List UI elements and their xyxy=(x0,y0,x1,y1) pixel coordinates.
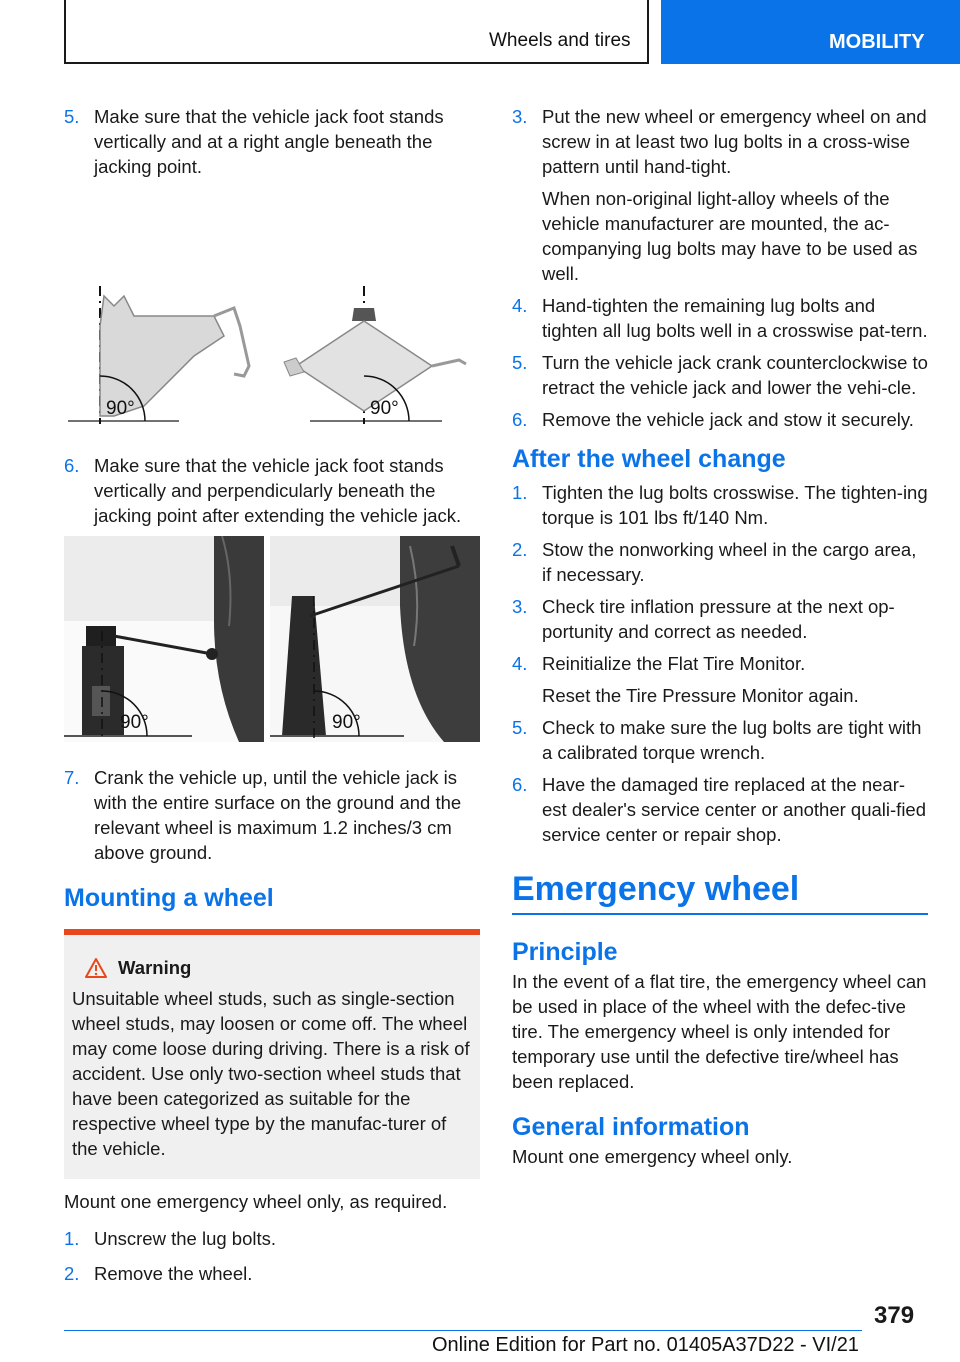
step-text: Check to make sure the lug bolts are tight with a calibrated torque wrench. xyxy=(542,717,922,763)
step-number: 6. xyxy=(512,774,528,795)
step-number: 2. xyxy=(64,1263,80,1284)
warning-box xyxy=(64,929,480,1179)
step-number: 3. xyxy=(512,596,528,617)
step-text: Turn the vehicle jack crank counterclockwise to retract the vehicle jack and lower the vehi-cle. xyxy=(542,352,928,398)
jack-photo-svg xyxy=(64,536,480,742)
step-number: 1. xyxy=(512,482,528,503)
after-step-5 xyxy=(512,715,928,765)
step-text: Unscrew the lug bolts. xyxy=(94,1228,277,1249)
step-text: Make sure that the vehicle jack foot stands vertically and perpendicularly beneath the jacking point after extending the vehicle jack. xyxy=(94,455,462,526)
right-step-6 xyxy=(512,407,928,432)
general-info-heading: General information xyxy=(512,1113,750,1141)
jack-angle-illustration xyxy=(64,286,480,431)
emergency-heading-block xyxy=(512,869,928,915)
step-6 xyxy=(64,453,480,528)
after-step-6 xyxy=(512,772,928,847)
mount-step-1 xyxy=(64,1226,480,1251)
step-number: 6. xyxy=(512,409,528,430)
page-number: 379 xyxy=(874,1302,915,1329)
step-number: 5. xyxy=(64,106,80,127)
warning-text: Unsuitable wheel studs, such as single-section wheel studs, may loosen or come off. The wheel may come loose during driving. There is a risk of accident. Use only two-section wheel studs that have been categorized as suitable for the respective wheel type by the manufac-turer of the vehicle. xyxy=(72,988,470,1159)
jack-diagram-svg xyxy=(64,286,480,431)
step-number: 1. xyxy=(64,1228,80,1249)
section-title: Wheels and tires xyxy=(489,30,631,51)
after-step-1 xyxy=(512,480,928,530)
step-text: Crank the vehicle up, until the vehicle jack is with the entire surface on the ground and the relevant wheel is maximum 1.2 inches/3 cm above ground. xyxy=(94,767,462,863)
after-change-heading: After the wheel change xyxy=(512,445,786,473)
warning-icon xyxy=(84,957,108,979)
chapter-tab-label: MOBILITY xyxy=(829,31,925,53)
step-text: Remove the wheel. xyxy=(94,1263,253,1284)
right-step-3 xyxy=(512,104,928,286)
principle-heading: Principle xyxy=(512,938,618,966)
after-step-4 xyxy=(512,651,928,708)
principle-text: In the event of a flat tire, the emergency wheel can be used in place of the wheel with the defec-tive tire. The emergency wheel is only intended for temporary use until the defective tire/wheel has been replaced. xyxy=(512,971,927,1092)
step-text: Reinitialize the Flat Tire Monitor. xyxy=(542,653,806,674)
step-note: Reset the Tire Pressure Monitor again. xyxy=(542,685,859,706)
step-text: Remove the vehicle jack and stow it securely. xyxy=(542,409,914,430)
step-text: Hand-tighten the remaining lug bolts and tighten all lug bolts well in a crosswise pat-tern. xyxy=(542,295,928,341)
step-text: Put the new wheel or emergency wheel on and screw in at least two lug bolts in a cross-wise pattern until hand-tight. xyxy=(542,106,927,177)
right-column xyxy=(512,104,928,1169)
step-number: 6. xyxy=(64,455,80,476)
angle-label: 90° xyxy=(120,712,149,733)
right-step-5 xyxy=(512,350,928,400)
step-text: Check tire inflation pressure at the next op-portunity and correct as needed. xyxy=(542,596,895,642)
step-text: Stow the nonworking wheel in the cargo area, if necessary. xyxy=(542,539,917,585)
step-7 xyxy=(64,765,480,865)
mount-note: Mount one emergency wheel only, as required. xyxy=(64,1191,448,1212)
step-5 xyxy=(64,104,480,179)
edition-text: Online Edition for Part no. 01405A37D22 - VI/21 xyxy=(432,1334,859,1356)
jack-photo-illustration xyxy=(64,536,480,742)
angle-label: 90° xyxy=(332,712,361,733)
chapter-tab[interactable] xyxy=(661,0,960,64)
step-number: 3. xyxy=(512,106,528,127)
after-step-3 xyxy=(512,594,928,644)
step-number: 7. xyxy=(64,767,80,788)
step-note: When non-original light-alloy wheels of the vehicle manufacturer are mounted, the ac-companying lug bolts may have to be used as well. xyxy=(542,188,918,284)
step-text: Tighten the lug bolts crosswise. The tighten-ing torque is 101 lbs ft/140 Nm. xyxy=(542,482,928,528)
warning-title-text: Warning xyxy=(118,957,192,978)
mount-step-2 xyxy=(64,1261,480,1286)
emergency-heading: Emergency wheel xyxy=(512,870,800,908)
angle-label: 90° xyxy=(370,398,399,419)
step-number: 5. xyxy=(512,352,528,373)
mounting-heading: Mounting a wheel xyxy=(64,884,274,912)
warning-title xyxy=(72,955,470,980)
step-number: 4. xyxy=(512,653,528,674)
step-number: 5. xyxy=(512,717,528,738)
angle-label: 90° xyxy=(106,398,135,419)
general-info-text: Mount one emergency wheel only. xyxy=(512,1146,793,1167)
left-column xyxy=(64,104,480,1293)
step-text: Make sure that the vehicle jack foot stands vertically and at a right angle beneath the jacking point. xyxy=(94,106,444,177)
after-step-2 xyxy=(512,537,928,587)
step-text: Have the damaged tire replaced at the near-est dealer's service center or another quali-fied service center or repair shop. xyxy=(542,774,927,845)
step-number: 4. xyxy=(512,295,528,316)
footer-divider xyxy=(64,1330,862,1331)
step-number: 2. xyxy=(512,539,528,560)
right-step-4 xyxy=(512,293,928,343)
